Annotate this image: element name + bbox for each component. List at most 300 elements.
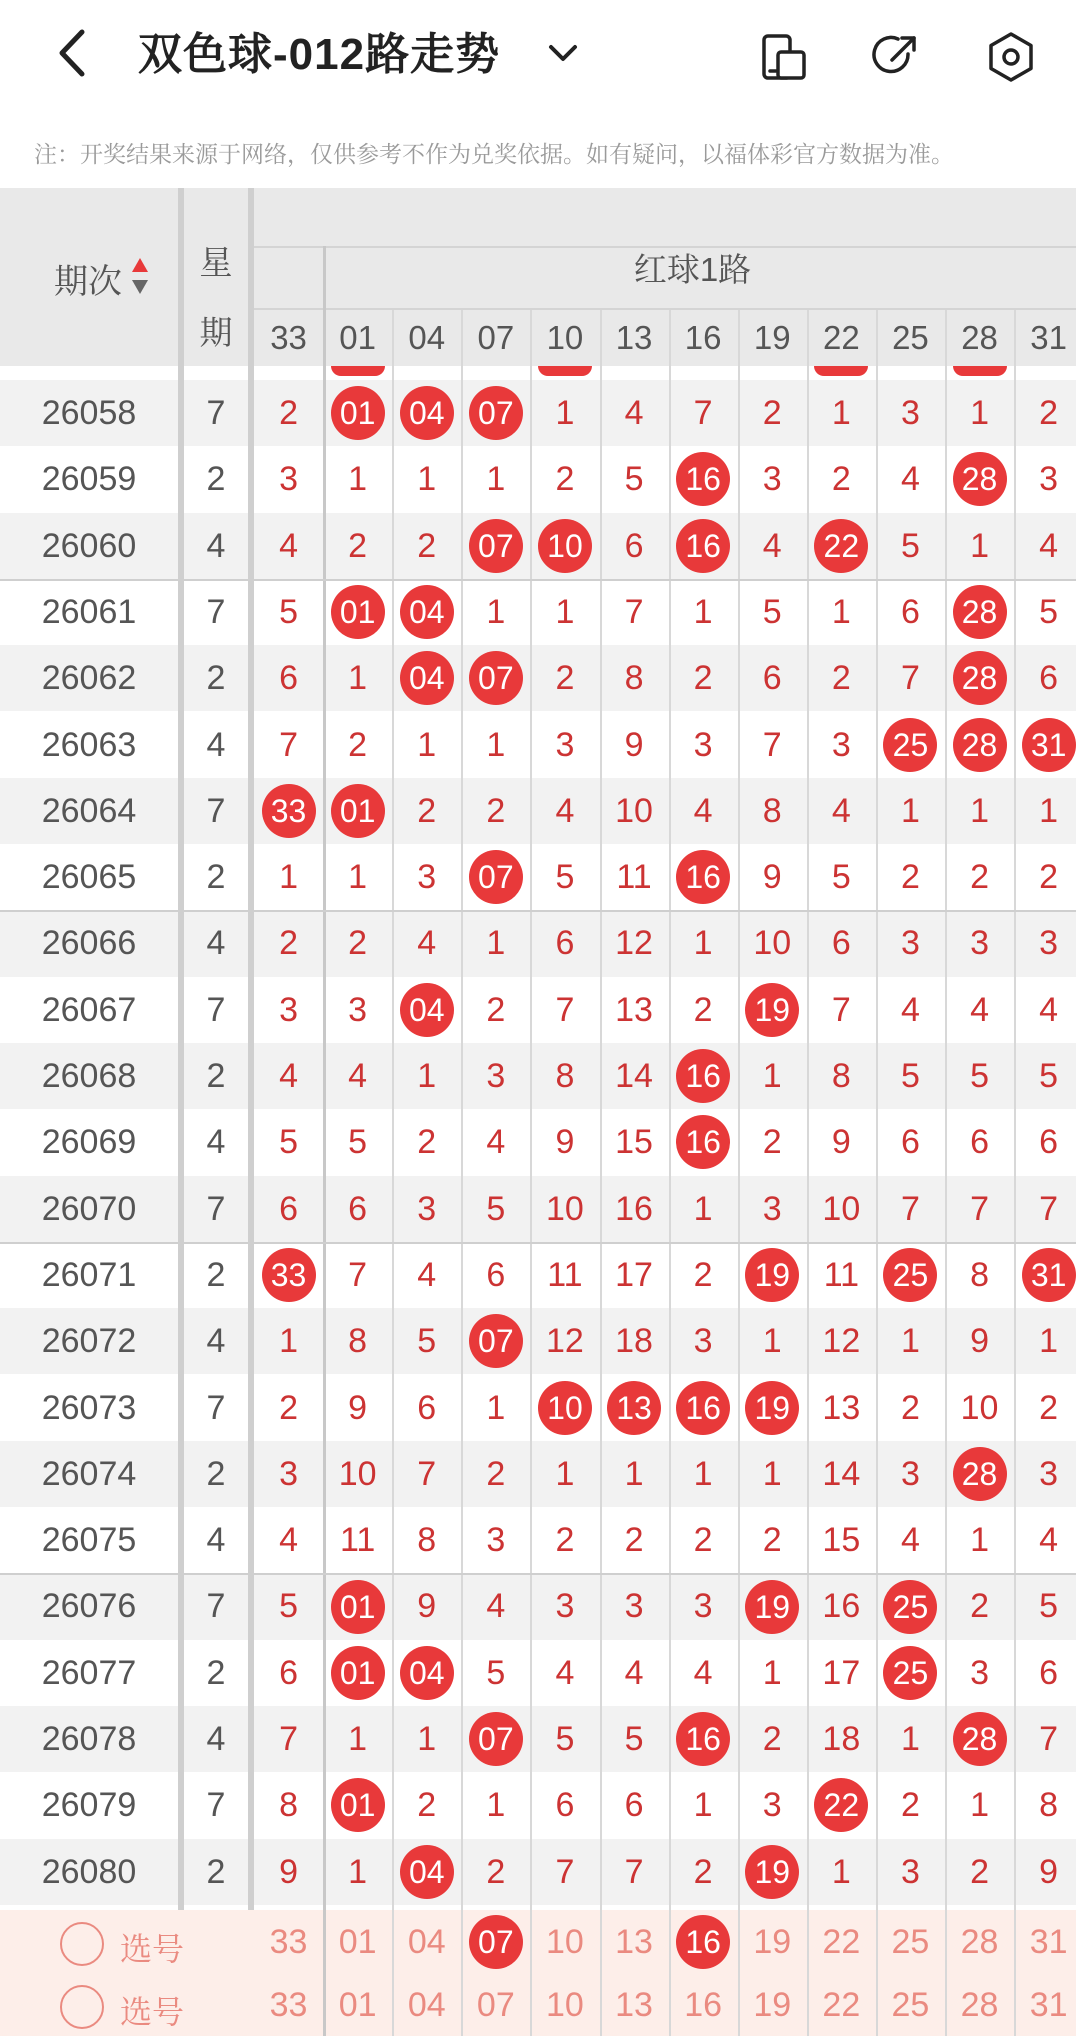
miss-count: 16 — [615, 1189, 653, 1228]
miss-count: 5 — [970, 1057, 989, 1095]
select-radio[interactable] — [60, 1985, 104, 2029]
miss-count: 2 — [900, 1786, 920, 1825]
miss-count: 8 — [1039, 1786, 1059, 1825]
miss-count: 4 — [900, 1521, 920, 1560]
miss-count: 5 — [555, 858, 575, 897]
miss-count: 1 — [693, 1454, 713, 1493]
miss-count: 1 — [417, 1057, 437, 1095]
miss-count: 9 — [348, 1388, 368, 1427]
miss-count: 7 — [831, 990, 851, 1029]
miss-count: 3 — [900, 1454, 920, 1493]
period-cell: 26078 — [41, 1720, 137, 1758]
miss-count: 10 — [546, 1189, 584, 1228]
miss-count: 2 — [693, 990, 713, 1029]
miss-count: 9 — [831, 1123, 851, 1162]
miss-count: 3 — [1039, 1454, 1059, 1493]
miss-count: 2 — [348, 725, 368, 764]
miss-count: 1 — [486, 1388, 506, 1427]
miss-count: 2 — [762, 1720, 782, 1758]
week-header: 星 期 — [199, 244, 233, 351]
miss-count: 2 — [348, 924, 368, 963]
miss-count: 3 — [1039, 924, 1059, 963]
red-ball: 19 — [745, 1248, 799, 1302]
miss-count: 1 — [970, 1786, 989, 1825]
red-ball: 07 — [469, 850, 523, 904]
miss-count: 1 — [348, 460, 368, 499]
miss-count: 15 — [822, 1521, 861, 1560]
miss-count: 12 — [546, 1322, 584, 1361]
period-cell: 26071 — [41, 1255, 137, 1294]
red-ball: 25 — [883, 1646, 937, 1700]
pick-number[interactable]: 19 — [753, 1923, 792, 1961]
red-ball: 04 — [400, 1845, 454, 1899]
period-header-cell[interactable] — [0, 188, 178, 366]
red-ball: 01 — [331, 784, 385, 838]
miss-count: 1 — [970, 791, 989, 830]
miss-count: 3 — [693, 1587, 713, 1626]
period-cell: 26067 — [41, 990, 137, 1029]
miss-count: 2 — [970, 1587, 989, 1626]
miss-count: 3 — [831, 725, 851, 764]
miss-count: 2 — [555, 460, 575, 499]
pick-number[interactable]: 25 — [891, 1923, 930, 1961]
miss-count: 5 — [417, 1322, 437, 1361]
miss-count: 1 — [693, 1786, 713, 1825]
miss-count: 2 — [1039, 394, 1059, 432]
red-ball: 10 — [538, 519, 592, 573]
red-ball: 13 — [607, 1381, 661, 1435]
red-ball: 19 — [745, 983, 799, 1037]
red-ball: 04 — [400, 651, 454, 705]
miss-count: 9 — [279, 1852, 298, 1891]
week-cell: 7 — [206, 990, 226, 1029]
miss-count: 1 — [970, 394, 989, 432]
miss-count: 10 — [615, 791, 653, 830]
miss-count: 4 — [279, 1057, 298, 1095]
miss-count: 7 — [279, 1720, 298, 1758]
red-ball: 25 — [883, 1248, 937, 1302]
miss-count: 2 — [900, 1388, 920, 1427]
miss-count: 11 — [547, 1255, 583, 1294]
week-cell: 4 — [206, 725, 226, 764]
miss-count: 11 — [339, 1521, 376, 1560]
disclaimer-notice: 注：开奖结果来源于网络，仅供参考不作为兑奖依据。如有疑问，以福体彩官方数据为准。 — [34, 141, 954, 167]
miss-count: 3 — [555, 1587, 575, 1626]
pick-number[interactable]: 10 — [546, 1986, 584, 2024]
miss-count: 1 — [900, 791, 920, 830]
miss-count: 7 — [624, 1852, 644, 1891]
miss-count: 1 — [1039, 1322, 1059, 1361]
miss-count: 4 — [1039, 1521, 1059, 1560]
red-ball: 16 — [676, 519, 730, 573]
miss-count: 1 — [279, 1322, 298, 1361]
miss-count: 4 — [348, 1057, 368, 1095]
miss-count: 2 — [1039, 858, 1059, 897]
period-cell: 26066 — [41, 924, 137, 963]
period-cell: 26069 — [41, 1123, 137, 1162]
pick-number[interactable]: 33 — [269, 1986, 308, 2024]
red-ball: 19 — [745, 1845, 799, 1899]
miss-count: 8 — [348, 1322, 368, 1361]
week-cell: 7 — [206, 1189, 226, 1228]
miss-count: 5 — [900, 1057, 920, 1095]
red-ball: 04 — [400, 585, 454, 639]
pick-number[interactable]: 10 — [546, 1923, 584, 1961]
pick-number[interactable]: 07 — [476, 1986, 515, 2024]
miss-count: 1 — [348, 858, 368, 897]
miss-count: 2 — [279, 1388, 298, 1427]
miss-count: 2 — [417, 1786, 437, 1825]
pick-number[interactable]: 25 — [891, 1986, 930, 2024]
miss-count: 4 — [693, 1653, 713, 1692]
red-ball: 01 — [331, 386, 385, 440]
miss-count: 4 — [279, 526, 298, 565]
pick-number[interactable]: 01 — [338, 1923, 377, 1961]
back-arrow-icon[interactable] — [48, 28, 98, 78]
week-cell: 4 — [206, 1123, 226, 1162]
miss-count: 2 — [970, 1852, 989, 1891]
red-ball: 16 — [676, 1115, 730, 1169]
miss-count: 2 — [762, 394, 782, 432]
red-ball: 04 — [400, 386, 454, 440]
miss-count: 7 — [1039, 1189, 1059, 1228]
week-cell: 4 — [206, 526, 226, 565]
miss-count: 2 — [279, 924, 298, 963]
miss-count: 2 — [486, 990, 506, 1029]
red-ball: 28 — [953, 1447, 1007, 1501]
miss-count: 1 — [762, 1454, 782, 1493]
miss-count: 3 — [970, 924, 989, 963]
period-cell: 26064 — [41, 791, 137, 830]
week-cell: 2 — [206, 659, 226, 698]
chevron-down-icon[interactable] — [545, 38, 581, 68]
miss-count: 1 — [831, 1852, 851, 1891]
column-header: 04 — [408, 319, 446, 356]
miss-count: 6 — [348, 1189, 368, 1228]
pick-number[interactable]: 31 — [1029, 1923, 1068, 1961]
miss-count: 4 — [831, 791, 851, 830]
miss-count: 4 — [970, 990, 989, 1029]
red-ball: 28 — [953, 718, 1007, 772]
select-label[interactable]: 选号 — [120, 1931, 185, 1967]
period-cell: 26080 — [41, 1852, 137, 1891]
week-cell: 2 — [206, 1454, 226, 1493]
pick-number[interactable]: 13 — [615, 1986, 653, 2024]
miss-count: 2 — [831, 659, 851, 698]
miss-count: 3 — [1039, 460, 1059, 499]
miss-count: 5 — [486, 1189, 506, 1228]
miss-count: 2 — [693, 659, 713, 698]
period-cell: 26058 — [41, 394, 137, 432]
select-label[interactable]: 选号 — [120, 1994, 185, 2030]
miss-count: 11 — [823, 1255, 859, 1294]
miss-count: 7 — [279, 725, 298, 764]
miss-count: 9 — [417, 1587, 437, 1626]
miss-count: 6 — [555, 924, 575, 963]
miss-count: 6 — [831, 924, 851, 963]
period-cell: 26075 — [41, 1521, 137, 1560]
miss-count: 3 — [555, 725, 575, 764]
pick-number[interactable]: 28 — [960, 1986, 999, 2024]
column-header: 31 — [1030, 319, 1067, 356]
red-ball-partial — [538, 366, 592, 376]
miss-count: 6 — [1039, 659, 1059, 698]
week-cell: 4 — [206, 1521, 226, 1560]
red-ball: 19 — [745, 1381, 799, 1435]
miss-count: 4 — [1039, 526, 1059, 565]
period-header: 期次 — [54, 263, 122, 301]
selected-ball[interactable]: 16 — [676, 1915, 730, 1969]
share-icon[interactable] — [868, 30, 922, 84]
miss-count: 4 — [279, 1521, 298, 1560]
miss-count: 6 — [762, 659, 782, 698]
miss-count: 6 — [486, 1255, 506, 1294]
miss-count: 10 — [960, 1388, 999, 1427]
group-header: 红球1路 — [633, 251, 752, 288]
miss-count: 4 — [417, 924, 437, 963]
settings-icon[interactable] — [984, 30, 1038, 84]
miss-count: 1 — [831, 592, 851, 631]
miss-count: 1 — [417, 460, 437, 499]
period-cell: 26060 — [41, 526, 137, 565]
miss-count: 6 — [279, 1189, 298, 1228]
miss-count: 3 — [279, 990, 298, 1029]
miss-count: 6 — [624, 1786, 644, 1825]
miss-count: 3 — [900, 924, 920, 963]
week-cell: 7 — [206, 1587, 226, 1626]
miss-count: 4 — [624, 394, 644, 432]
miss-count: 5 — [279, 1587, 298, 1626]
column-header: 01 — [339, 319, 376, 356]
miss-count: 3 — [693, 1322, 713, 1361]
pick-number[interactable]: 22 — [822, 1923, 861, 1961]
pick-number[interactable]: 16 — [684, 1986, 723, 2024]
miss-count: 1 — [486, 592, 506, 631]
miss-count: 2 — [624, 1521, 644, 1560]
column-header: 19 — [753, 319, 791, 356]
miss-count: 5 — [348, 1123, 368, 1162]
pick-number[interactable]: 28 — [960, 1923, 999, 1961]
red-ball: 16 — [676, 1049, 730, 1103]
miss-count: 2 — [693, 1521, 713, 1560]
miss-count: 5 — [762, 592, 782, 631]
pick-number[interactable]: 01 — [338, 1986, 377, 2024]
miss-count: 10 — [822, 1189, 861, 1228]
miss-count: 5 — [486, 1653, 506, 1692]
miss-count: 6 — [900, 1123, 920, 1162]
miss-count: 4 — [486, 1123, 506, 1162]
week-cell: 7 — [206, 1388, 226, 1427]
miss-count: 8 — [970, 1255, 989, 1294]
page-title[interactable]: 双色球-012路走势 — [138, 30, 501, 79]
miss-count: 1 — [900, 1720, 920, 1758]
miss-count: 10 — [753, 924, 792, 963]
red-ball: 01 — [331, 585, 385, 639]
miss-count: 2 — [762, 1123, 782, 1162]
miss-count: 3 — [279, 1454, 298, 1493]
week-cell: 7 — [206, 592, 226, 631]
miss-count: 7 — [762, 725, 782, 764]
miss-count: 2 — [900, 858, 920, 897]
miss-count: 8 — [624, 659, 644, 698]
period-cell: 26074 — [41, 1454, 137, 1493]
miss-count: 1 — [624, 1454, 644, 1493]
miss-count: 4 — [555, 791, 575, 830]
red-ball: 01 — [331, 1646, 385, 1700]
miss-count: 3 — [486, 1521, 506, 1560]
week-cell: 2 — [206, 1852, 226, 1891]
red-ball-partial — [331, 366, 385, 376]
miss-count: 2 — [486, 1454, 506, 1493]
miss-count: 5 — [624, 1720, 644, 1758]
miss-count: 2 — [417, 1123, 437, 1162]
pick-number[interactable]: 19 — [753, 1986, 792, 2024]
miss-count: 8 — [279, 1786, 298, 1825]
pick-number[interactable]: 31 — [1029, 1986, 1068, 2024]
period-cell: 26065 — [41, 858, 137, 897]
miss-count: 4 — [486, 1587, 506, 1626]
miss-count: 9 — [555, 1123, 575, 1162]
red-ball: 07 — [469, 519, 523, 573]
pick-number[interactable]: 33 — [269, 1923, 308, 1961]
miss-count: 5 — [831, 858, 851, 897]
miss-count: 7 — [900, 1189, 920, 1228]
miss-count: 2 — [486, 791, 506, 830]
miss-count: 14 — [822, 1454, 861, 1493]
miss-count: 1 — [970, 526, 989, 565]
red-ball: 28 — [953, 1712, 1007, 1766]
miss-count: 18 — [615, 1322, 653, 1361]
miss-count: 15 — [615, 1123, 653, 1162]
week-cell: 2 — [206, 1653, 226, 1692]
miss-count: 6 — [624, 526, 644, 565]
select-radio[interactable] — [60, 1922, 104, 1966]
miss-count: 7 — [348, 1255, 368, 1294]
miss-count: 8 — [417, 1521, 437, 1560]
week-cell: 7 — [206, 1786, 226, 1825]
miss-count: 16 — [822, 1587, 861, 1626]
miss-count: 3 — [762, 1786, 782, 1825]
red-ball: 31 — [1022, 718, 1076, 772]
red-ball: 25 — [883, 1580, 937, 1634]
red-ball: 33 — [262, 1248, 316, 1302]
miss-count: 7 — [900, 659, 920, 698]
miss-count: 3 — [624, 1587, 644, 1626]
pick-number[interactable]: 13 — [615, 1923, 653, 1961]
miss-count: 3 — [693, 725, 713, 764]
red-ball: 07 — [469, 651, 523, 705]
miss-count: 8 — [555, 1057, 575, 1095]
miss-count: 1 — [831, 394, 851, 432]
period-cell: 26079 — [41, 1786, 137, 1825]
column-header: 10 — [546, 319, 584, 356]
red-ball: 22 — [814, 1778, 868, 1832]
red-ball-partial — [814, 366, 868, 376]
red-ball: 01 — [331, 1580, 385, 1634]
header-divider — [254, 246, 1076, 248]
miss-count: 3 — [348, 990, 368, 1029]
period-cell: 26072 — [41, 1322, 137, 1361]
miss-count: 1 — [762, 1653, 782, 1692]
pick-number[interactable]: 04 — [407, 1986, 446, 2024]
miss-count: 1 — [1039, 791, 1059, 830]
miss-count: 2 — [1039, 1388, 1059, 1427]
miss-count: 5 — [279, 592, 298, 631]
red-ball: 10 — [538, 1381, 592, 1435]
red-ball: 07 — [469, 1712, 523, 1766]
miss-count: 6 — [1039, 1653, 1059, 1692]
miss-count: 3 — [762, 1189, 782, 1228]
miss-count: 3 — [417, 1189, 437, 1228]
red-ball: 28 — [953, 452, 1007, 506]
red-ball: 01 — [331, 1778, 385, 1832]
miss-count: 1 — [900, 1322, 920, 1361]
miss-count: 5 — [1039, 592, 1059, 631]
miss-count: 8 — [762, 791, 782, 830]
pick-number[interactable]: 04 — [407, 1923, 446, 1961]
miss-count: 7 — [693, 394, 713, 432]
red-ball-partial — [953, 366, 1007, 376]
miss-count: 5 — [1039, 1587, 1059, 1626]
miss-count: 1 — [417, 725, 437, 764]
column-header: 07 — [477, 319, 515, 356]
week-cell: 2 — [206, 1057, 226, 1095]
miss-count: 4 — [555, 1653, 575, 1692]
trend-table — [0, 188, 1076, 2036]
red-ball: 33 — [262, 784, 316, 838]
miss-count: 4 — [417, 1255, 437, 1294]
red-ball: 07 — [469, 1314, 523, 1368]
period-cell: 26063 — [41, 725, 137, 764]
miss-count: 6 — [417, 1388, 437, 1427]
miss-count: 17 — [822, 1653, 861, 1692]
miss-count: 1 — [693, 1189, 713, 1228]
sort-icon[interactable] — [130, 256, 150, 296]
miss-count: 2 — [417, 526, 437, 565]
miss-count: 4 — [900, 460, 920, 499]
column-header: 28 — [961, 319, 998, 356]
red-ball: 07 — [469, 386, 523, 440]
week-cell: 2 — [206, 1255, 226, 1294]
week-cell: 4 — [206, 924, 226, 963]
device-icon[interactable] — [756, 30, 810, 84]
red-ball: 28 — [953, 585, 1007, 639]
miss-count: 1 — [762, 1322, 782, 1361]
miss-count: 3 — [900, 394, 920, 432]
pick-number[interactable]: 22 — [822, 1986, 861, 2024]
miss-count: 1 — [279, 858, 298, 897]
miss-count: 1 — [693, 924, 713, 963]
miss-count: 6 — [279, 659, 298, 698]
miss-count: 2 — [417, 791, 437, 830]
miss-count: 4 — [624, 1653, 644, 1692]
miss-count: 4 — [762, 526, 782, 565]
miss-count: 1 — [970, 1521, 989, 1560]
miss-count: 9 — [970, 1322, 989, 1361]
miss-count: 1 — [693, 592, 713, 631]
selected-ball[interactable]: 07 — [469, 1915, 523, 1969]
miss-count: 3 — [279, 460, 298, 499]
column-header: 25 — [892, 319, 929, 356]
column-header: 13 — [615, 319, 653, 356]
miss-count: 6 — [555, 1786, 575, 1825]
miss-count: 2 — [555, 659, 575, 698]
period-cell: 26076 — [41, 1587, 137, 1626]
miss-count: 13 — [615, 990, 653, 1029]
week-cell: 2 — [206, 460, 226, 499]
miss-count: 14 — [615, 1057, 653, 1095]
red-ball: 25 — [883, 718, 937, 772]
